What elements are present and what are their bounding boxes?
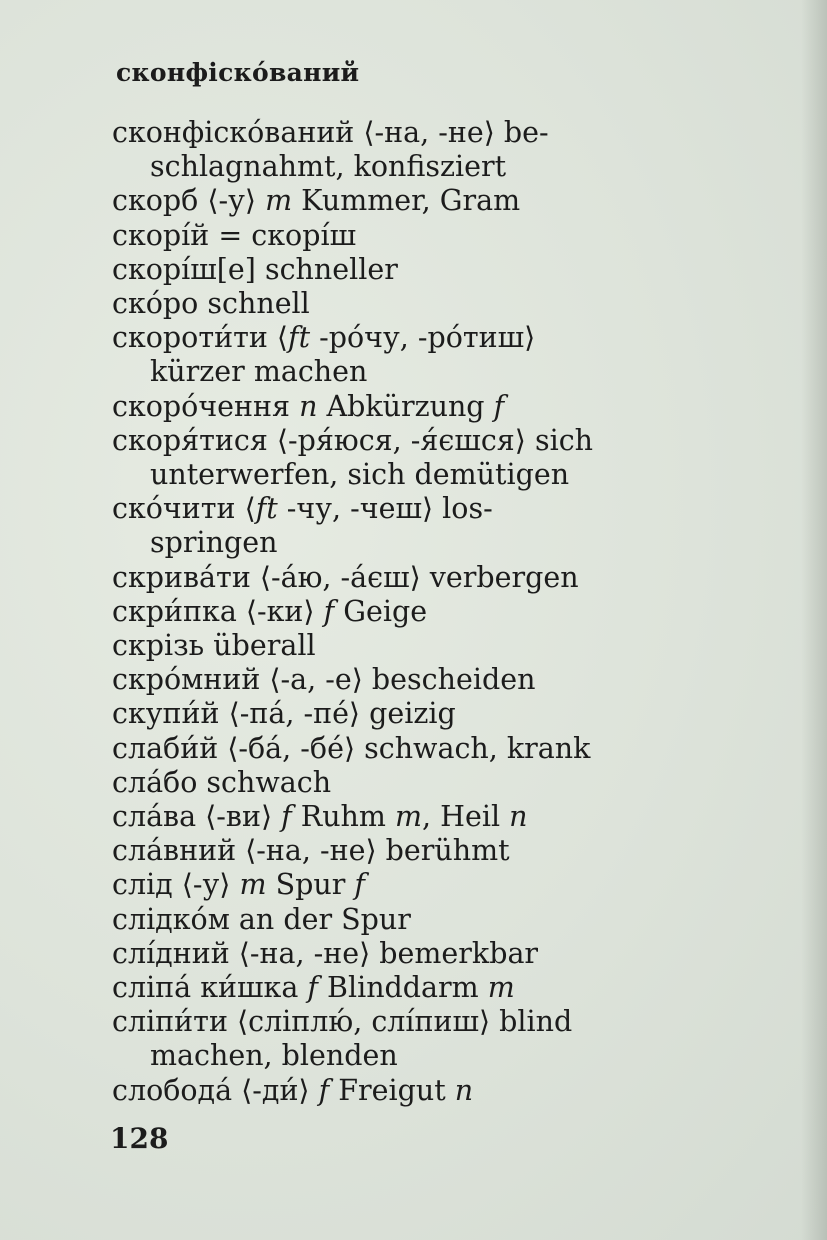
entry-line: скрива́ти ⟨-а́ю, -а́єш⟩ verbergen [112,560,579,594]
entry-line: слідко́м an der Spur [112,902,411,936]
entry-line: сліпи́ти ⟨сліплю́, слі́пиш⟩ blind [112,1005,573,1039]
entry-line: ско́чити ⟨ft -чу, -чеш⟩ los- [112,492,493,526]
page-edge-shadow [801,0,827,1240]
running-head: сконфіско́ваний [116,58,360,87]
entry-continuation: springen [150,526,278,560]
entry-line: скорі́ш[е] schneller [112,252,398,286]
entry-line [112,116,724,150]
entry-list [112,116,724,1108]
entry-line: скороти́ти ⟨ft -ро́чу, -ро́тиш⟩ [112,321,536,355]
entry-line: слаби́й ⟨-ба́, -бе́⟩ schwach, krank [112,731,591,765]
entry-continuation: unterwerfen, sich demütigen [150,458,570,492]
entry-line: слобода́ ⟨-ди́⟩ f Freigut n [112,1073,474,1107]
entry-line: скро́мний ⟨-а, -е⟩ bescheiden [112,663,536,697]
entry-line: ско́ро schnell [112,287,310,321]
entry-line: сла́ва ⟨-ви⟩ f Ruhm m, Heil n [112,800,528,834]
entry-line: сліпа́ ки́шка f Blinddarm m [112,971,515,1005]
entry-line: скорб ⟨-у⟩ m Kummer, Gram [112,184,521,218]
entry-line: скрізь überall [112,629,316,663]
entry-line: скупи́й ⟨-па́, -пе́⟩ geizig [112,697,456,731]
entry-line: скорі́й = скорі́ш [112,218,357,252]
entry-text: сконфіско́ваний ⟨-на, -не⟩ be- [112,116,549,149]
entry-continuation: kürzer machen [150,355,368,389]
entry-line: сла́бо schwach [112,765,332,799]
entry-line: скоря́тися ⟨-ря́юся, -я́єшся⟩ sich [112,423,594,457]
entry-line: слід ⟨-у⟩ m Spur f [112,868,365,902]
entry-line: скоро́чення n Abkürzung f [112,389,505,423]
page-number: 128 [110,1122,169,1155]
entry-line: сла́вний ⟨-на, -не⟩ berühmt [112,834,510,868]
entry-line: скри́пка ⟨-ки⟩ f Geige [112,594,428,628]
entry-continuation: schlagnahmt, konfisziert [150,150,507,184]
entry-continuation: machen, blenden [150,1039,398,1073]
entry-line: слі́дний ⟨-на, -не⟩ bemerkbar [112,936,539,970]
